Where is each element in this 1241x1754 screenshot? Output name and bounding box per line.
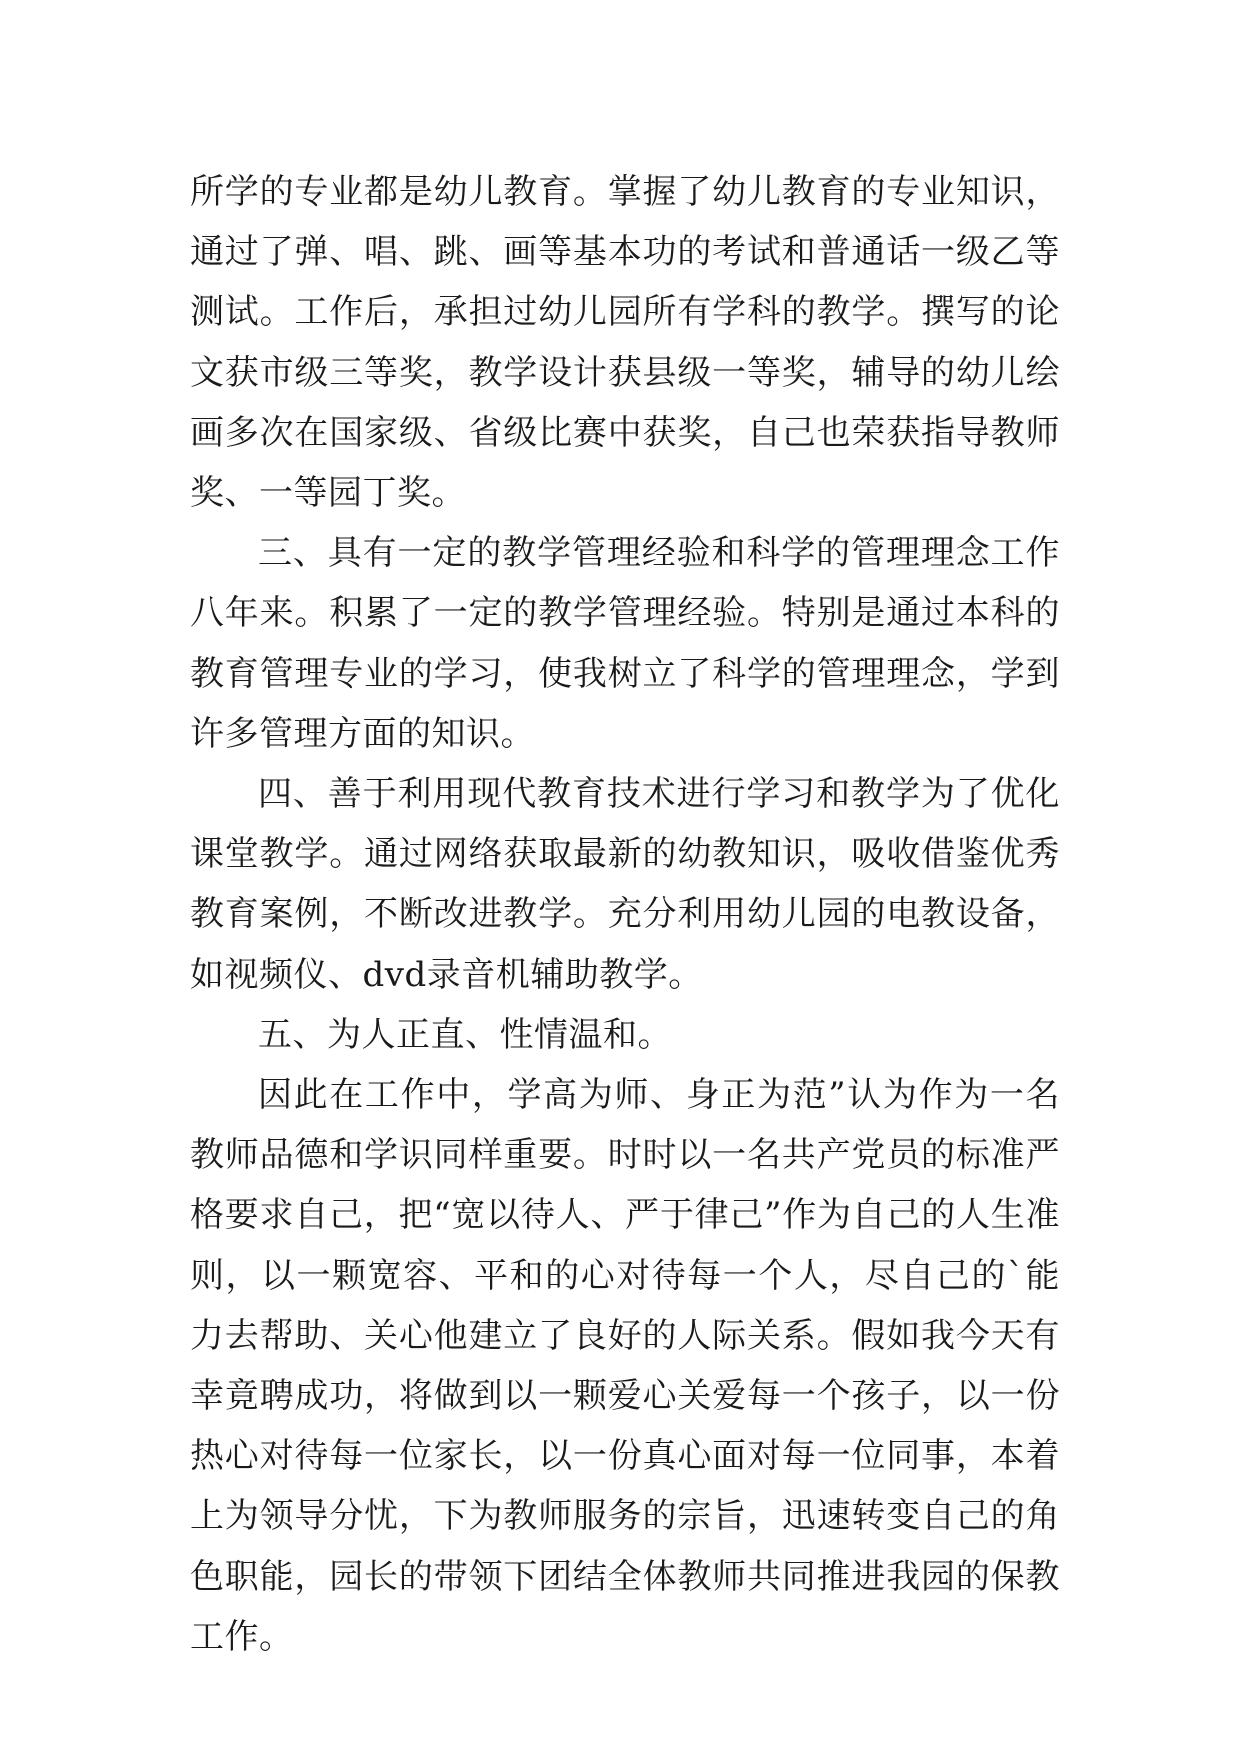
paragraph-qualifications: 所学的专业都是幼儿教育。掌握了幼儿教育的专业知识，通过了弹、唱、跳、画等基本功的考试和普通话一级乙等测试。工作后，承担过幼儿园所有学科的教学。撰写的论文获市级三等奖，教学设计获县级一等奖，辅导的幼儿绘画多次在国家级、省级比赛中获奖，自己也荣获指导教师奖、一等园丁奖。 (190, 172, 1060, 514)
document-body (190, 162, 1060, 1667)
paragraph-commitment: 因此在工作中，学高为师、身正为范”认为作为一名教师品德和学识同样重要。时时以一名共产党员的标准严格要求自己，把“宽以待人、严于律己”作为自己的人生准则，以一颗宽容、平和的心对待每一个人，尽自己的`能力去帮助、关心他建立了良好的人际关系。假如我今天有幸竟聘成功，将做到以一颗爱心关爱每一个孩子，以一份热心对待每一位家长，以一份真心面对每一位同事，本着上为领导分忧，下为教师服务的宗旨，迅速转变自己的角色职能，园长的带领下团结全体教师共同推进我园的保教工作。 (190, 1075, 1060, 1657)
paragraph-management-experience: 三、具有一定的教学管理经验和科学的管理理念工作八年来。积累了一定的教学管理经验。特别是通过本科的教育管理专业的学习，使我树立了科学的管理理念，学到许多管理方面的知识。 (190, 533, 1060, 754)
paragraph-education-technology: 四、善于利用现代教育技术进行学习和教学为了优化课堂教学。通过网络获取最新的幼教知识，吸收借鉴优秀教育案例，不断改进教学。充分利用幼儿园的电教设备，如视频仪、dvd录音机辅助教学。 (190, 774, 1060, 995)
paragraph-character: 五、为人正直、性情温和。 (258, 1014, 672, 1055)
